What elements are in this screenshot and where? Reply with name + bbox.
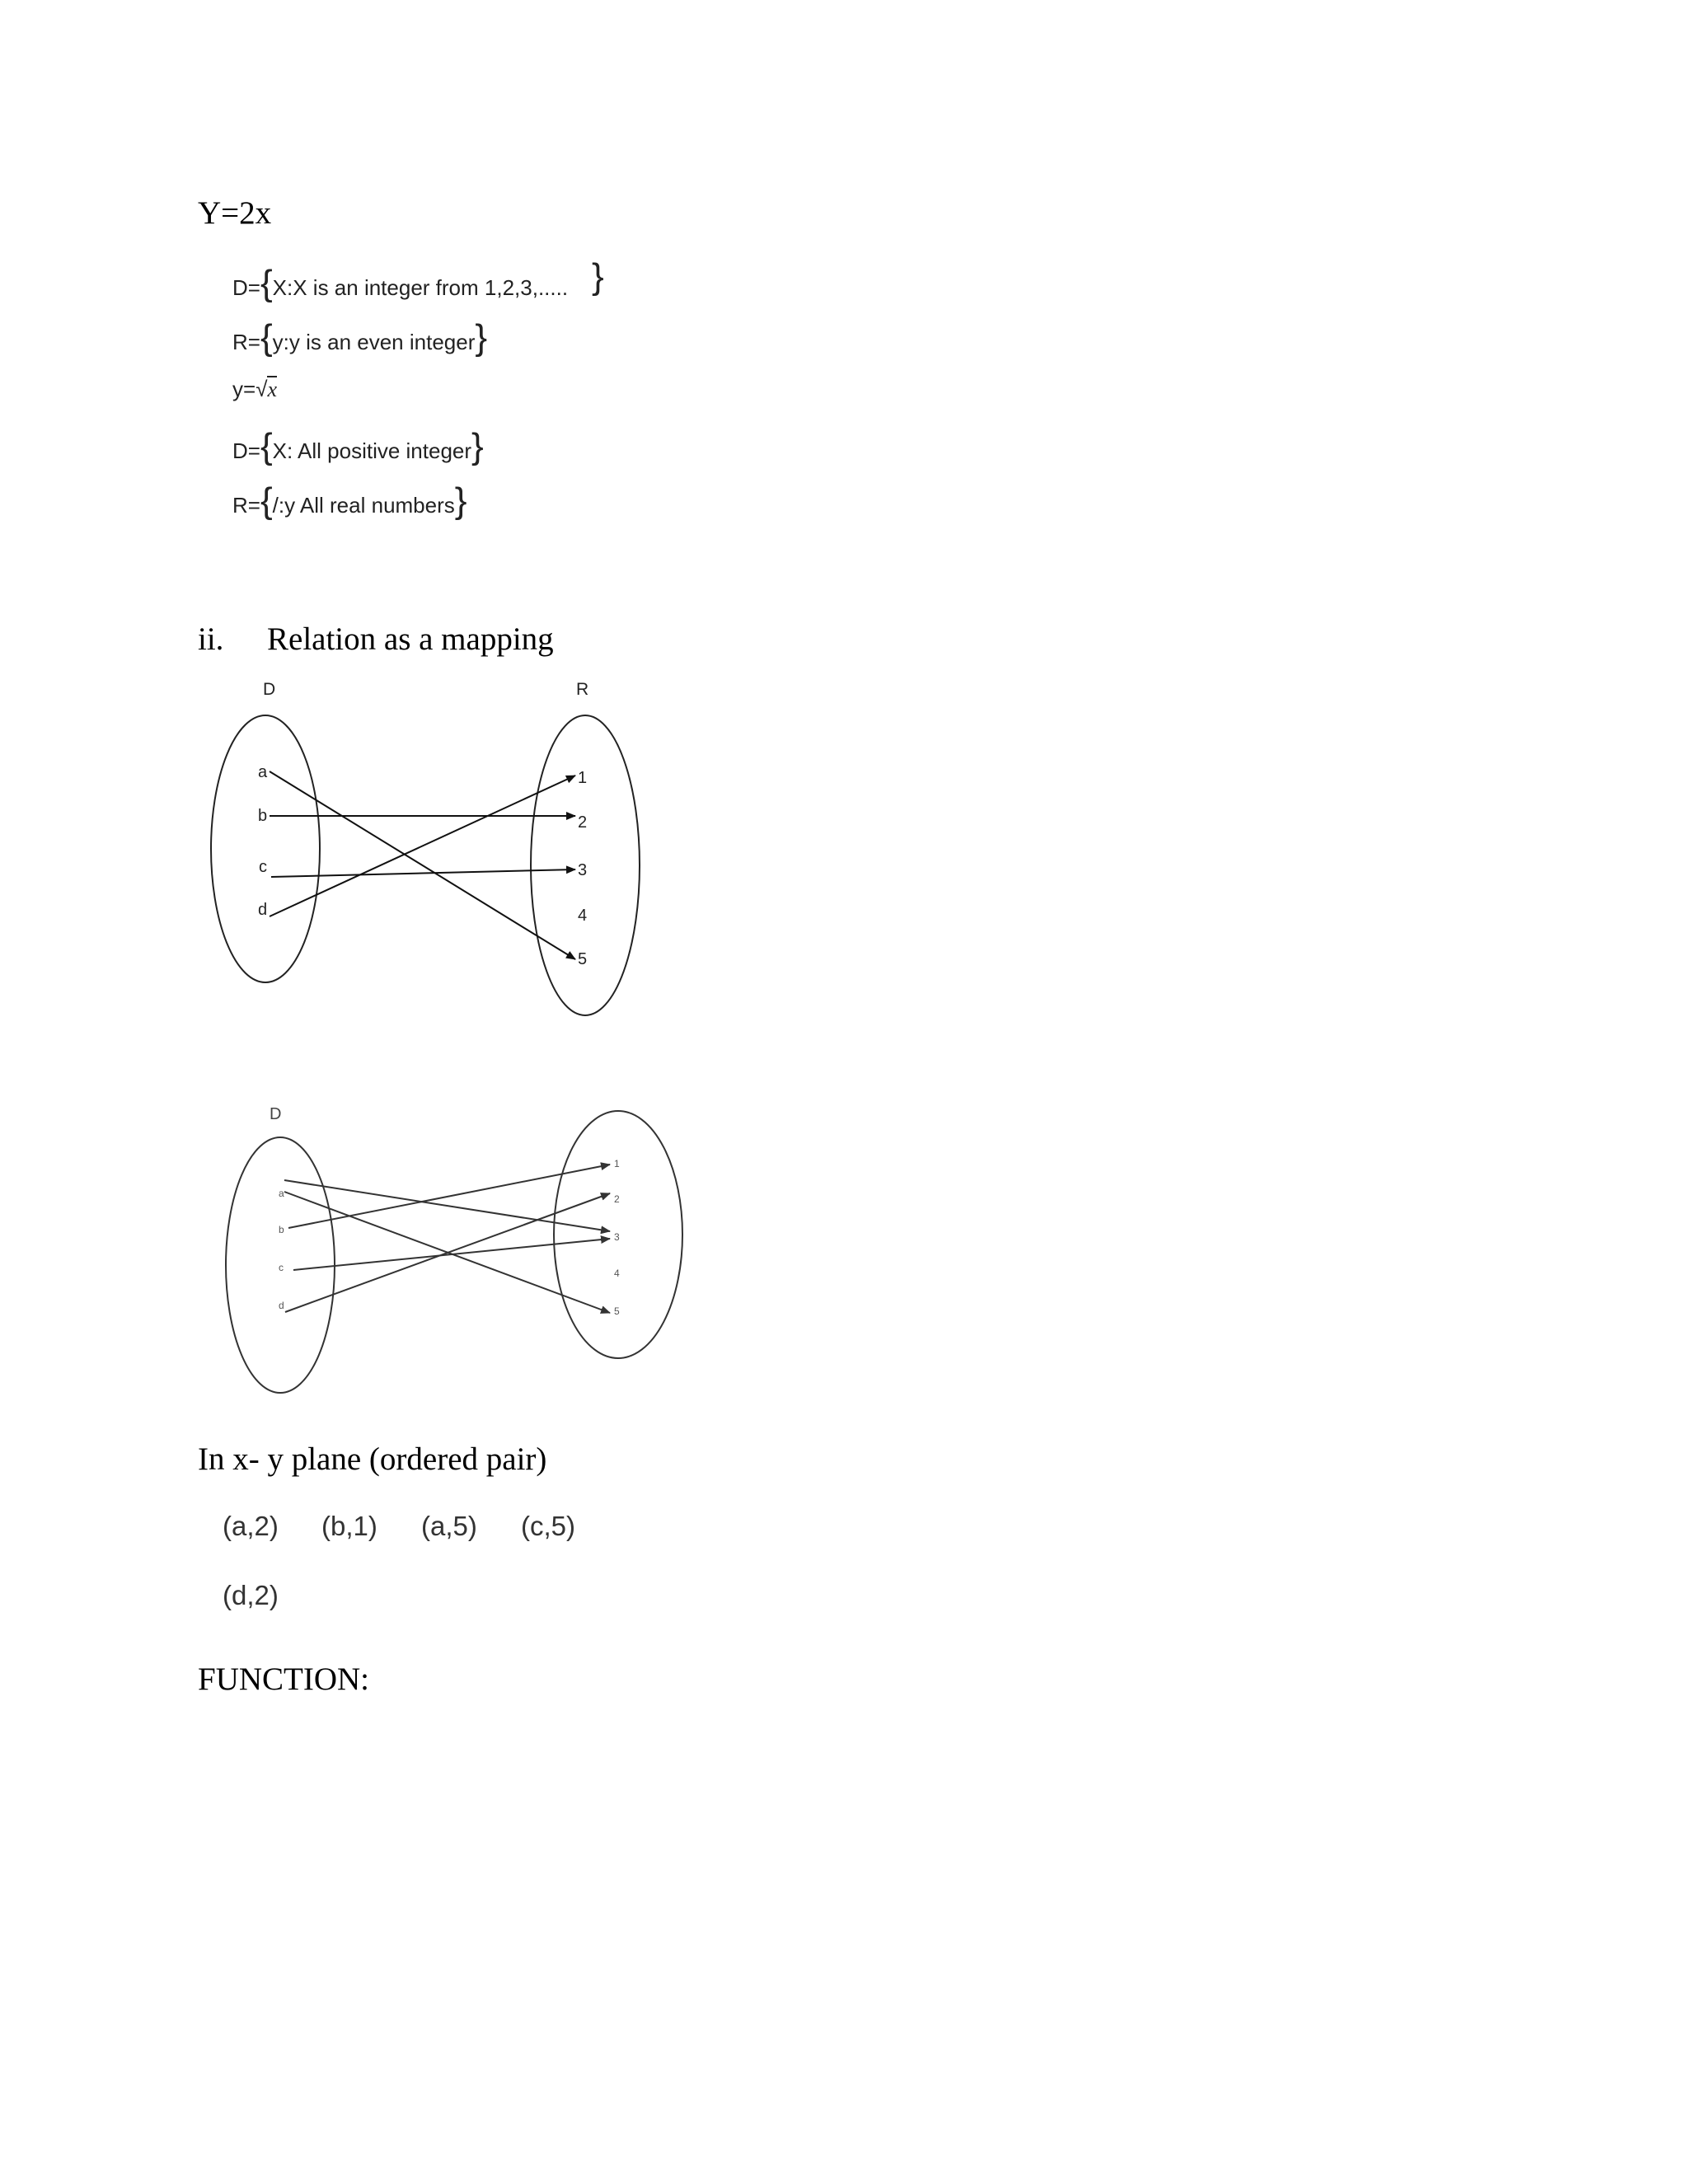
section-number: ii. xyxy=(198,621,224,657)
radicand: x xyxy=(267,377,278,401)
range-prefix: R= xyxy=(232,493,260,518)
range-item: 1 xyxy=(578,769,588,787)
domain-item: d xyxy=(279,1300,284,1311)
range-item: 2 xyxy=(578,813,588,832)
domain-description: X:X is an integer from 1,2,3,..... xyxy=(272,275,569,300)
range-item: 3 xyxy=(578,861,588,879)
equation-heading: Y=2x xyxy=(198,195,272,231)
left-brace-icon: { xyxy=(260,480,273,521)
domain-item: a xyxy=(258,763,268,781)
mapping-arrow xyxy=(293,1239,610,1270)
range-item: 3 xyxy=(614,1231,620,1243)
domain-description: X: All positive integer xyxy=(272,438,472,463)
range-label: R xyxy=(576,680,589,699)
domain-prefix: D= xyxy=(232,275,260,300)
mapping-arrow xyxy=(284,1180,610,1231)
right-brace-icon: } xyxy=(454,480,467,521)
right-brace-icon: } xyxy=(471,426,484,466)
range-item: 2 xyxy=(614,1193,620,1205)
radical-icon: √ xyxy=(256,377,268,401)
domain-label: D xyxy=(270,1105,282,1123)
domain-item: c xyxy=(279,1262,284,1273)
right-brace-icon: } xyxy=(475,317,488,358)
range-item: 4 xyxy=(578,907,588,925)
left-brace-icon: { xyxy=(260,263,273,303)
domain-item: d xyxy=(258,901,268,919)
range-description: /:y All real numbers xyxy=(272,493,455,518)
left-brace-icon: { xyxy=(260,317,273,358)
domain-item: c xyxy=(259,858,267,876)
ordered-pair: (a,2) xyxy=(223,1511,279,1541)
range-item: 1 xyxy=(614,1158,620,1169)
range-item: 5 xyxy=(614,1305,620,1317)
ordered-pair-heading: In x- y plane (ordered pair) xyxy=(198,1441,547,1477)
ordered-pair: (a,5) xyxy=(421,1511,477,1541)
function-heading: FUNCTION: xyxy=(198,1661,370,1697)
sqrt-prefix: y= xyxy=(232,377,256,401)
domain-label: D xyxy=(263,680,276,699)
domain-item: a xyxy=(279,1188,284,1199)
right-brace-icon: } xyxy=(592,256,604,297)
ordered-pair: (b,1) xyxy=(321,1511,377,1541)
domain-item: b xyxy=(279,1224,284,1235)
range-prefix: R= xyxy=(232,330,260,354)
domain-item: b xyxy=(258,807,268,825)
ordered-pair: (d,2) xyxy=(223,1580,279,1610)
range-item: 4 xyxy=(614,1268,620,1279)
left-brace-icon: { xyxy=(260,426,273,466)
range-item: 5 xyxy=(578,950,588,968)
section-title: Relation as a mapping xyxy=(267,621,554,657)
mapping-arrow xyxy=(288,1165,610,1228)
domain-prefix: D= xyxy=(232,438,260,463)
range-description: y:y is an even integer xyxy=(272,330,476,354)
ordered-pair: (c,5) xyxy=(521,1511,575,1541)
